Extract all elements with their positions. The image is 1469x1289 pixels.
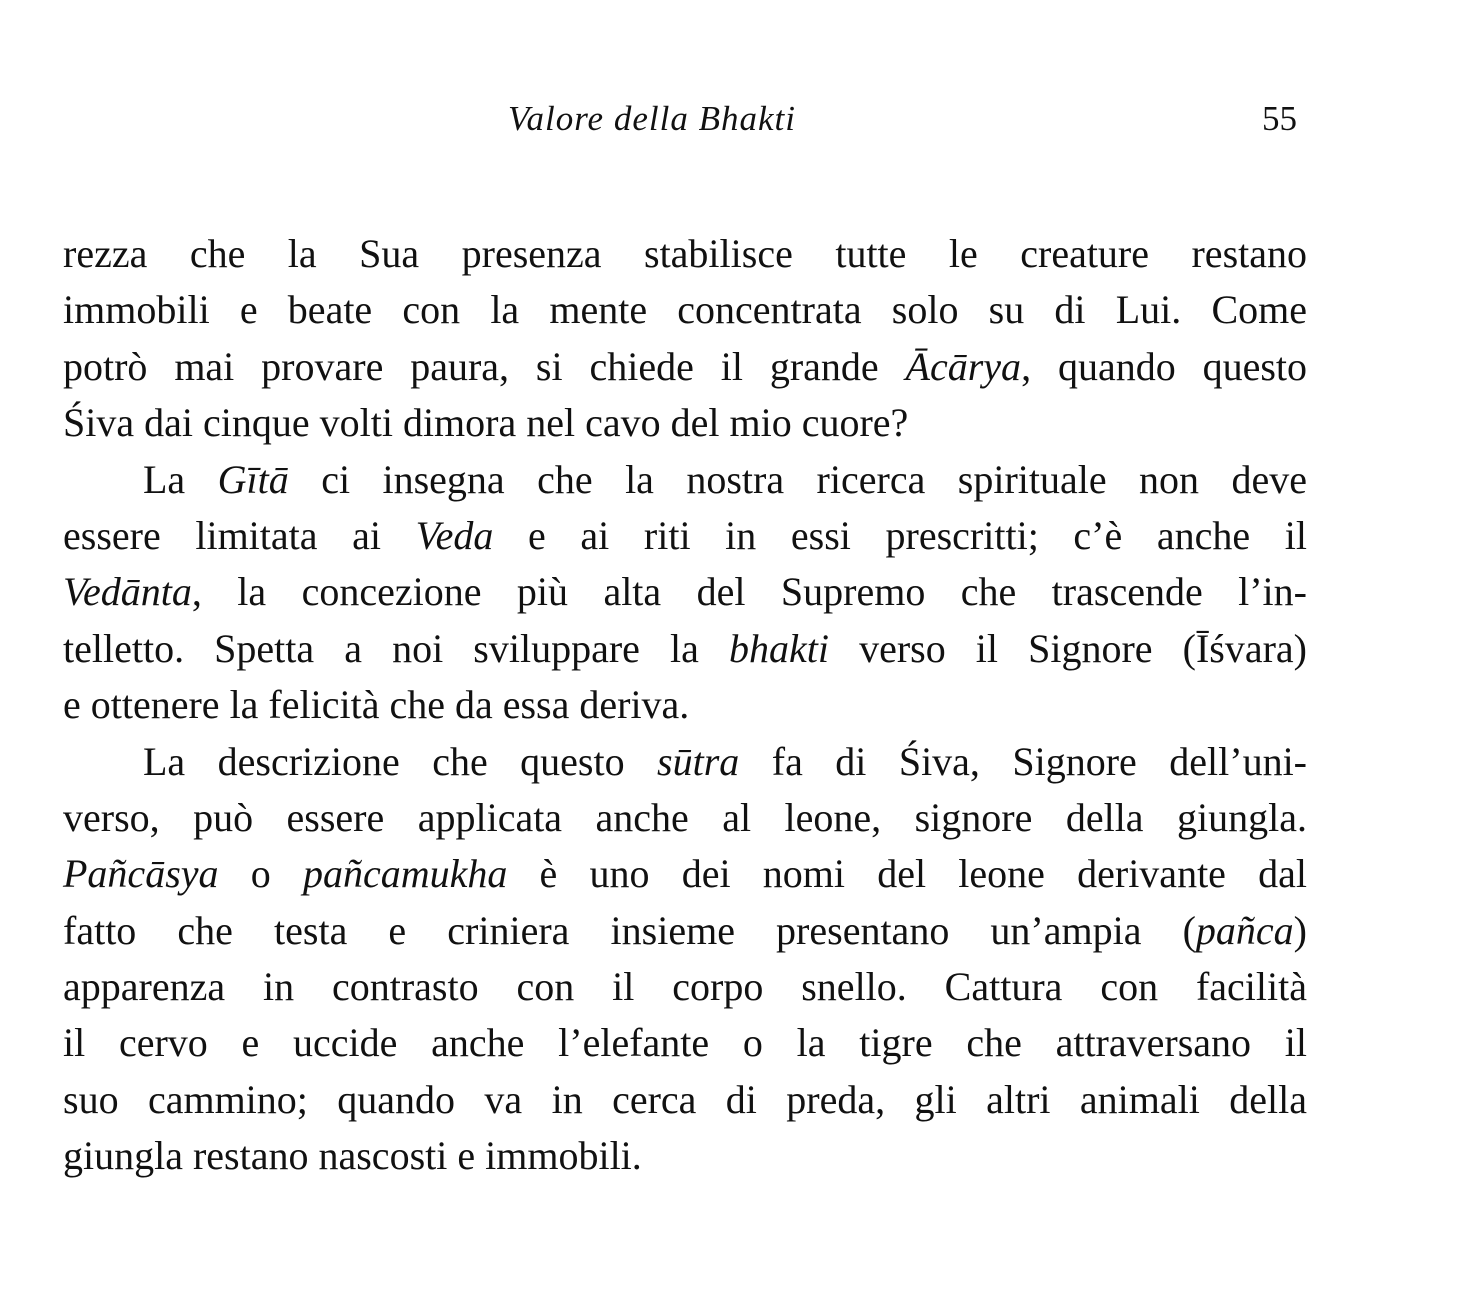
italic-term: Pañcāsya [63, 851, 219, 897]
italic-term: pañcamukha [302, 851, 508, 897]
page-number: 55 [1262, 99, 1297, 138]
paragraph [63, 226, 1307, 452]
text-line: giungla restano nascosti e immobili. [63, 1133, 642, 1179]
running-title: Valore della Bhakti [508, 99, 796, 138]
text-line: apparenza in contrasto con il corpo snello. Cattura con facilità [63, 964, 1307, 1010]
text-line: essere limitata ai Veda e ai riti in essi prescritti; c’è anche il [63, 512, 1307, 558]
text-line: suo cammino; quando va in cerca di preda, gli altri animali della [63, 1076, 1307, 1122]
italic-term: Vedānta [63, 569, 192, 615]
italic-term: bhakti [728, 625, 829, 671]
italic-term: Ācārya [905, 343, 1022, 389]
text-line: Pañcāsya o pañcamukha è uno dei nomi del leone derivante dal [63, 851, 1308, 897]
italic-term: Gītā [217, 456, 289, 502]
text-line: rezza che la Sua presenza stabilisce tutte le creature restano [63, 231, 1307, 276]
paragraph [63, 452, 1307, 734]
text-line: immobili e beate con la mente concentrata solo su di Lui. Come [63, 287, 1307, 333]
text-line: e ottenere la felicità che da essa deriva. [63, 682, 690, 728]
italic-term: Veda [415, 512, 494, 558]
text-line: Vedānta, la concezione più alta del Supremo che trascende l’in- [63, 569, 1307, 615]
text-line: La Gītā ci insegna che la nostra ricerca spirituale non deve [143, 456, 1307, 502]
text-line: telletto. Spetta a noi sviluppare la bhakti verso il Signore (Īśvara) [63, 625, 1307, 671]
italic-term: pañca [1195, 907, 1294, 953]
text-line: Śiva dai cinque volti dimora nel cavo del mio cuore? [63, 400, 909, 446]
text-line: il cervo e uccide anche l’elefante o la tigre che attraversano il [63, 1020, 1307, 1066]
italic-term: sūtra [657, 738, 740, 784]
paragraph [63, 734, 1307, 1185]
text-line: La descrizione che questo sūtra fa di Śiva, Signore dell’uni- [143, 738, 1307, 784]
text-line: potrò mai provare paura, si chiede il grande Ācārya, quando questo [63, 343, 1308, 389]
text-line: verso, può essere applicata anche al leone, signore della giungla. [63, 794, 1307, 840]
body-text [63, 226, 1307, 1185]
text-line: fatto che testa e criniera insieme presentano un’ampia (pañca) [63, 907, 1307, 953]
